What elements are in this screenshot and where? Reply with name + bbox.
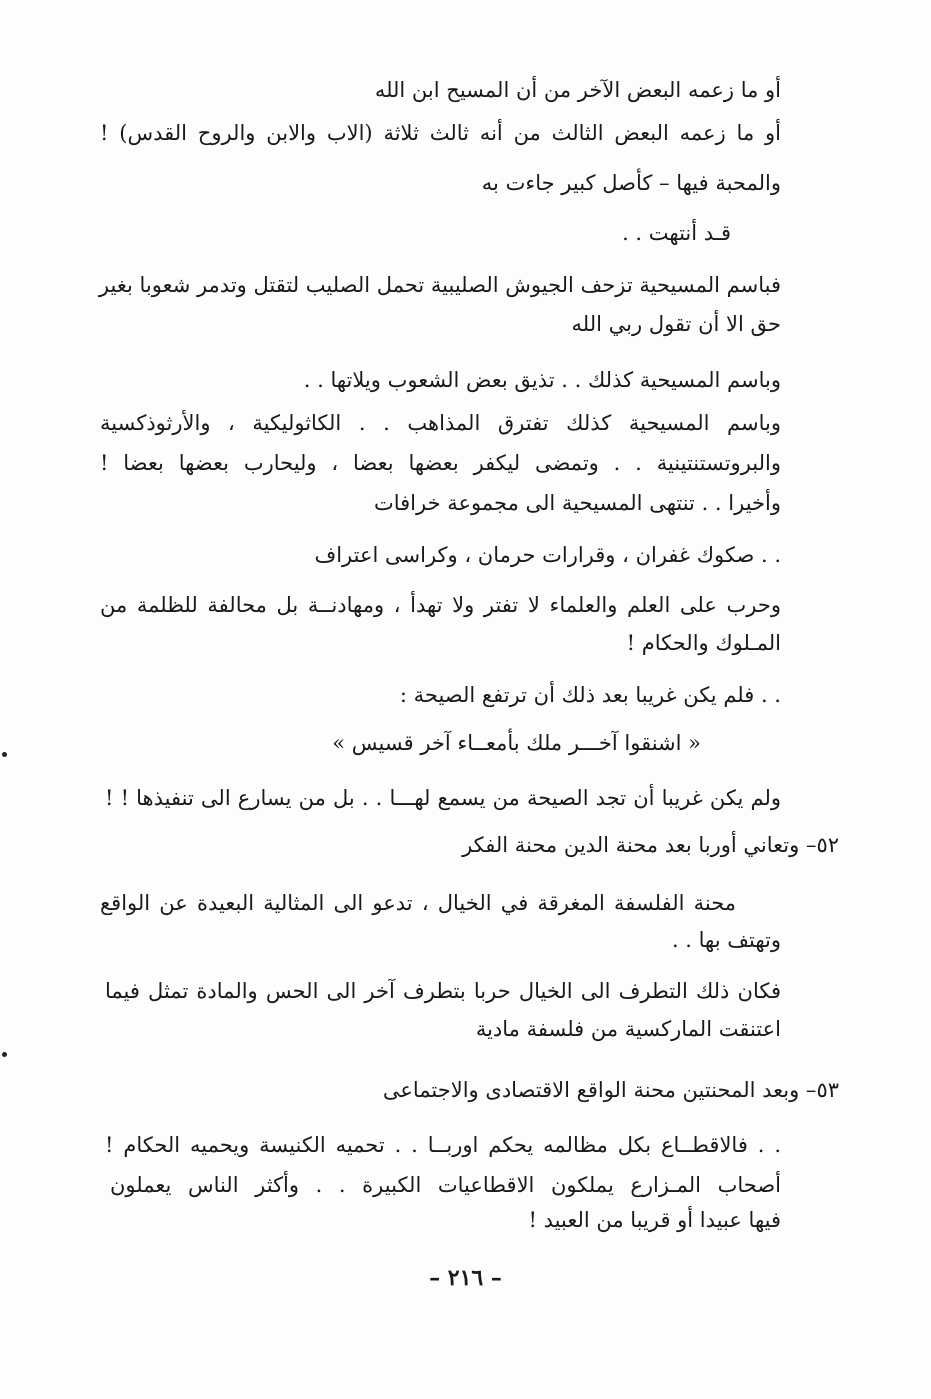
text-line: فكان ذلك التطرف الى الخيال حربا بتطرف آخر الى الحس والمادة تمثل فيما	[105, 979, 781, 1003]
text-line: أو ما زعمه البعض الثالث من أنه ثالث ثلاثة (الاب والابن والروح القدس) !	[100, 121, 781, 145]
text-line: اعتنقت الماركسية من فلسفة مادية	[475, 1017, 781, 1041]
text-line: أصحاب المـزارع يملكون الاقطاعيات الكبيرة . . وأكثر الناس يعملون	[110, 1173, 781, 1197]
text-line: حق الا أن تقول ربي الله	[571, 312, 781, 336]
section-heading-52: ٥٢– وتعاني أوربا بعد محنة الدين محنة الفكر	[462, 833, 839, 857]
margin-mark	[2, 1052, 7, 1057]
page-number: – ٢١٦ –	[429, 1265, 502, 1291]
text-line: وأخيرا . . تنتهى المسيحية الى مجموعة خرافات	[373, 491, 781, 515]
text-line: . . فلم يكن غريبا بعد ذلك أن ترتفع الصيحة :	[399, 683, 781, 707]
section-heading-53: ٥٣– وبعد المحنتين محنة الواقع الاقتصادى والاجتماعى	[382, 1078, 839, 1102]
text-line: والبروتستنتينية . . وتمضى ليكفر بعضها بعضا ، وليحارب بعضها بعضا !	[100, 451, 781, 475]
text-line: « اشنقوا آخـــر ملك بأمعــاء آخر قسيس »	[332, 731, 701, 755]
text-line: وحرب على العلم والعلماء لا تفتر ولا تهدأ ، ومهادنــة بل محالفة للظلمة من	[100, 593, 781, 617]
text-line: محنة الفلسفة المغرقة في الخيال ، تدعو الى المثالية البعيدة عن الواقع	[100, 891, 736, 915]
text-line: المـلوك والحكام !	[626, 631, 781, 655]
text-line: . . صكوك غفران ، وقرارات حرمان ، وكراسى اعتراف	[314, 543, 781, 567]
text-line: وتهتف بها . .	[671, 928, 781, 952]
margin-mark	[2, 752, 7, 757]
text-line: قـد أنتهت . .	[622, 221, 731, 245]
text-line: وباسم المسيحية كذلك . . تذيق بعض الشعوب ويلاتها . .	[303, 368, 781, 392]
text-line: . . فالاقطــاع بكل مظالمه يحكم اوربــا . . تحميه الكنيسة ويحميه الحكام !	[105, 1133, 781, 1157]
text-line: ولم يكن غريبا أن تجد الصيحة من يسمع لهـــا . . بل من يسارع الى تنفيذها ! !	[105, 786, 781, 810]
text-line: أو ما زعمه البعض الآخر من أن المسيح ابن الله	[374, 78, 781, 102]
text-line: والمحبة فيها – كأصل كبير جاءت به	[481, 171, 781, 195]
text-line: فيها عبيدا أو قريبا من العبيد !	[528, 1208, 781, 1232]
text-line: فباسم المسيحية تزحف الجيوش الصليبية تحمل الصليب لتقتل وتدمر شعوبا بغير	[98, 273, 781, 297]
text-line: وباسم المسيحية كذلك تفترق المذاهب . . الكاثوليكية ، والأرثوذكسية	[100, 411, 781, 435]
